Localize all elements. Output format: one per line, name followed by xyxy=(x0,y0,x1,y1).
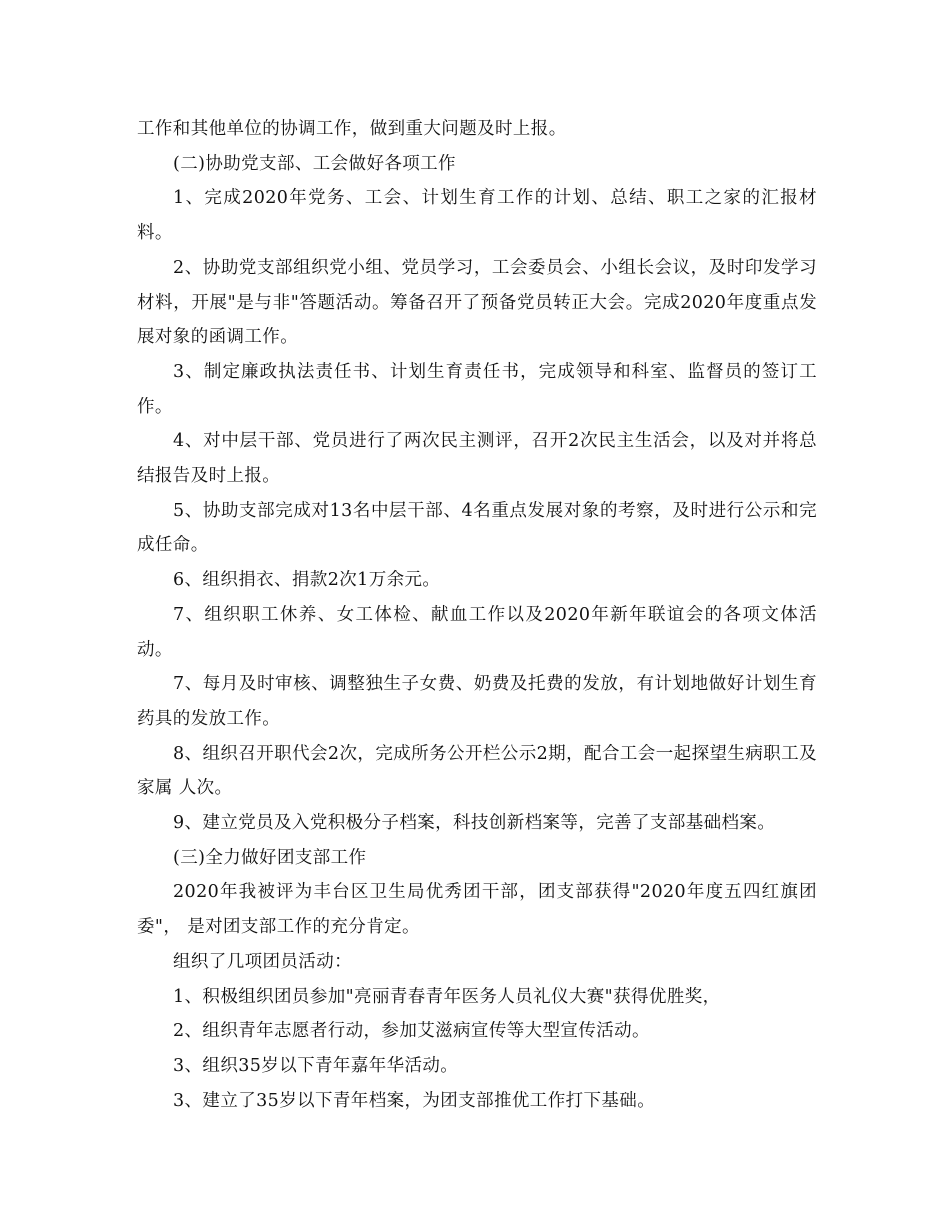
section-heading-party-union: (二)协助党支部、工会做好各项工作 xyxy=(173,153,456,174)
list-item: 1、积极组织团员参加"亮丽青春青年医务人员礼仪大赛"获得优胜奖， xyxy=(173,986,721,1007)
paragraph: 组织了几项团员活动： xyxy=(173,951,352,972)
list-item: 3、组织35岁以下青年嘉年华活动。 xyxy=(173,1055,459,1076)
section-heading-league-branch: (三)全力做好团支部工作 xyxy=(173,847,367,868)
paragraph: 9、建立党员及入党积极分子档案，科技创新档案等，完善了支部基础档案。 xyxy=(173,813,776,834)
paragraph: 2、协助党支部组织党小组、党员学习，工会委员会、小组长会议，及时印发学习材料，开展"是与非"答题活动。筹备召开了预备党员转正大会。完成2020年度重点发展对象的函调工作。 xyxy=(137,257,817,348)
list-item: 2、组织青年志愿者行动，参加艾滋病宣传等大型宣传活动。 xyxy=(173,1021,650,1042)
list-item: 3、建立了35岁以下青年档案，为团支部推优工作打下基础。 xyxy=(173,1090,656,1111)
paragraph: 工作和其他单位的协调工作，做到重大问题及时上报。 xyxy=(137,119,567,139)
paragraph: 5、协助支部完成对13名中层干部、4名重点发展对象的考察，及时进行公示和完成任命。 xyxy=(137,500,817,556)
paragraph: 6、组织捐衣、捐款2次1万余元。 xyxy=(173,570,441,591)
paragraph: 7、组织职工休养、女工体检、献血工作以及2020年新年联谊会的各项文体活动。 xyxy=(137,604,817,660)
paragraph: 1、完成2020年党务、工会、计划生育工作的计划、总结、职工之家的汇报材料。 xyxy=(137,188,817,244)
paragraph: 8、组织召开职代会2次，完成所务公开栏公示2期，配合工会一起探望生病职工及家属 人次。 xyxy=(137,743,817,799)
paragraph: 3、制定廉政执法责任书、计划生育责任书，完成领导和科室、监督员的签订工作。 xyxy=(137,361,817,417)
paragraph: 4、对中层干部、党员进行了两次民主测评，召开2次民主生活会，以及对并将总结报告及时上报。 xyxy=(137,431,817,487)
paragraph: 2020年我被评为丰台区卫生局优秀团干部，团支部获得"2020年度五四红旗团委"， 是对团支部工作的充分肯定。 xyxy=(137,882,817,938)
document-body xyxy=(137,112,817,1118)
paragraph: 7、每月及时审核、调整独生子女费、奶费及托费的发放，有计划地做好计划生育药具的发放工作。 xyxy=(137,674,817,729)
